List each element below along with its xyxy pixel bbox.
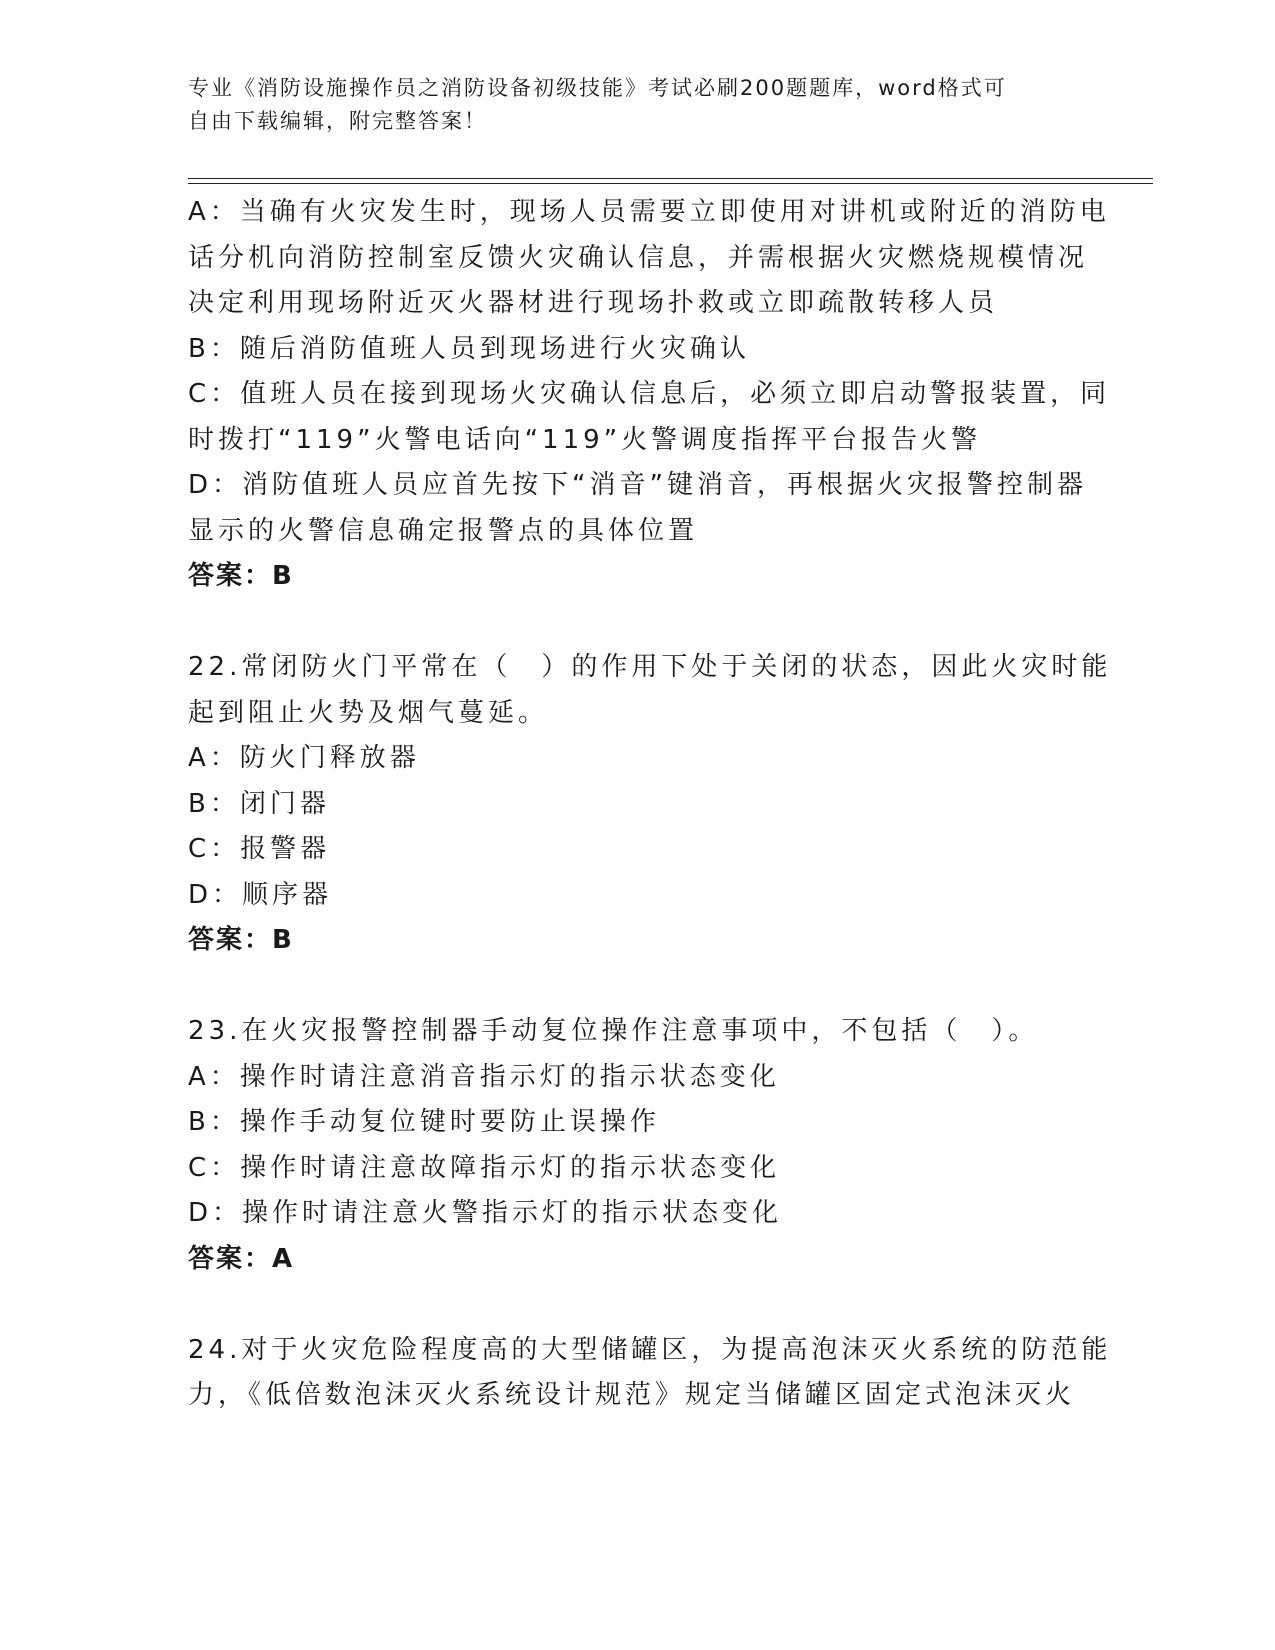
- q22-question-line-1: 22.常闭防火门平常在（ ）的作用下处于关闭的状态，因此火灾时能: [188, 652, 1112, 682]
- spacer: [188, 964, 1088, 1010]
- q21-option-d-line-1: D：消防值班人员应首先按下“消音”键消音，再根据火灾报警控制器: [188, 470, 1087, 500]
- header-divider-top: [188, 178, 1153, 179]
- q22-option-a: A：防火门释放器: [188, 743, 420, 773]
- spacer: [188, 600, 1088, 646]
- document-header: [188, 72, 1068, 138]
- q21-option-a-line-2: 话分机向消防控制室反馈火灾确认信息，并需根据火灾燃烧规模情况: [188, 242, 1089, 273]
- q23-answer: 答案：A: [188, 1243, 295, 1274]
- spacer: [188, 1282, 1088, 1328]
- q21-answer: 答案：B: [188, 561, 294, 591]
- q21-option-d-line-2: 显示的火警信息确定报警点的具体位置: [188, 515, 699, 546]
- q23-option-b: B：操作手动复位键时要防止误操作: [188, 1107, 660, 1137]
- q21-option-c-line-1: C：值班人员在接到现场火灾确认信息后，必须立即启动警报装置，同: [188, 379, 1111, 409]
- q22-answer: 答案：B: [188, 925, 294, 955]
- q23-option-c: C：操作时请注意故障指示灯的指示状态变化: [188, 1152, 781, 1183]
- q23-option-a: A：操作时请注意消音指示灯的指示状态变化: [188, 1061, 780, 1092]
- q24-question-line-2: 力，《低倍数泡沫灭火系统设计规范》规定当储罐区固定式泡沫灭火: [188, 1380, 1076, 1410]
- q22-option-c: C：报警器: [188, 834, 331, 864]
- question-21-block: [188, 190, 1111, 600]
- q23-option-d: D：操作时请注意火警指示灯的指示状态变化: [188, 1198, 783, 1228]
- q22-question-line-2: 起到阻止火势及烟气蔓延。: [188, 697, 549, 728]
- header-divider-bottom: [188, 183, 1153, 184]
- header-line-1: 专业《消防设施操作员之消防设备初级技能》考试必刷200题题库，word格式可: [188, 76, 1007, 100]
- question-22-block: [188, 645, 1112, 964]
- q22-option-d: D：顺序器: [188, 879, 333, 910]
- question-23-block: [188, 1009, 1088, 1282]
- document-body: [188, 190, 1112, 1419]
- header-line-2: 自由下载编辑，附完整答案！: [188, 109, 487, 133]
- q21-option-c-line-2: 时拨打“119”火警电话向“119”火警调度指挥平台报告火警: [188, 424, 982, 455]
- q21-option-a-line-3: 决定利用现场附近灭火器材进行现场扑救或立即疏散转移人员: [188, 288, 999, 318]
- q24-question-line-1: 24.对于火灾危险程度高的大型储罐区，为提高泡沫灭火系统的防范能: [188, 1334, 1112, 1365]
- q22-option-b: B：闭门器: [188, 788, 330, 819]
- q21-option-a-line-1: A：当确有火灾发生时，现场人员需要立即使用对讲机或附近的消防电: [188, 197, 1110, 227]
- q21-option-b: B：随后消防值班人员到现场进行火灾确认: [188, 333, 750, 364]
- question-24-block: [188, 1328, 1112, 1419]
- q23-question: 23.在火灾报警控制器手动复位操作注意事项中，不包括（ ）。: [188, 1016, 1039, 1046]
